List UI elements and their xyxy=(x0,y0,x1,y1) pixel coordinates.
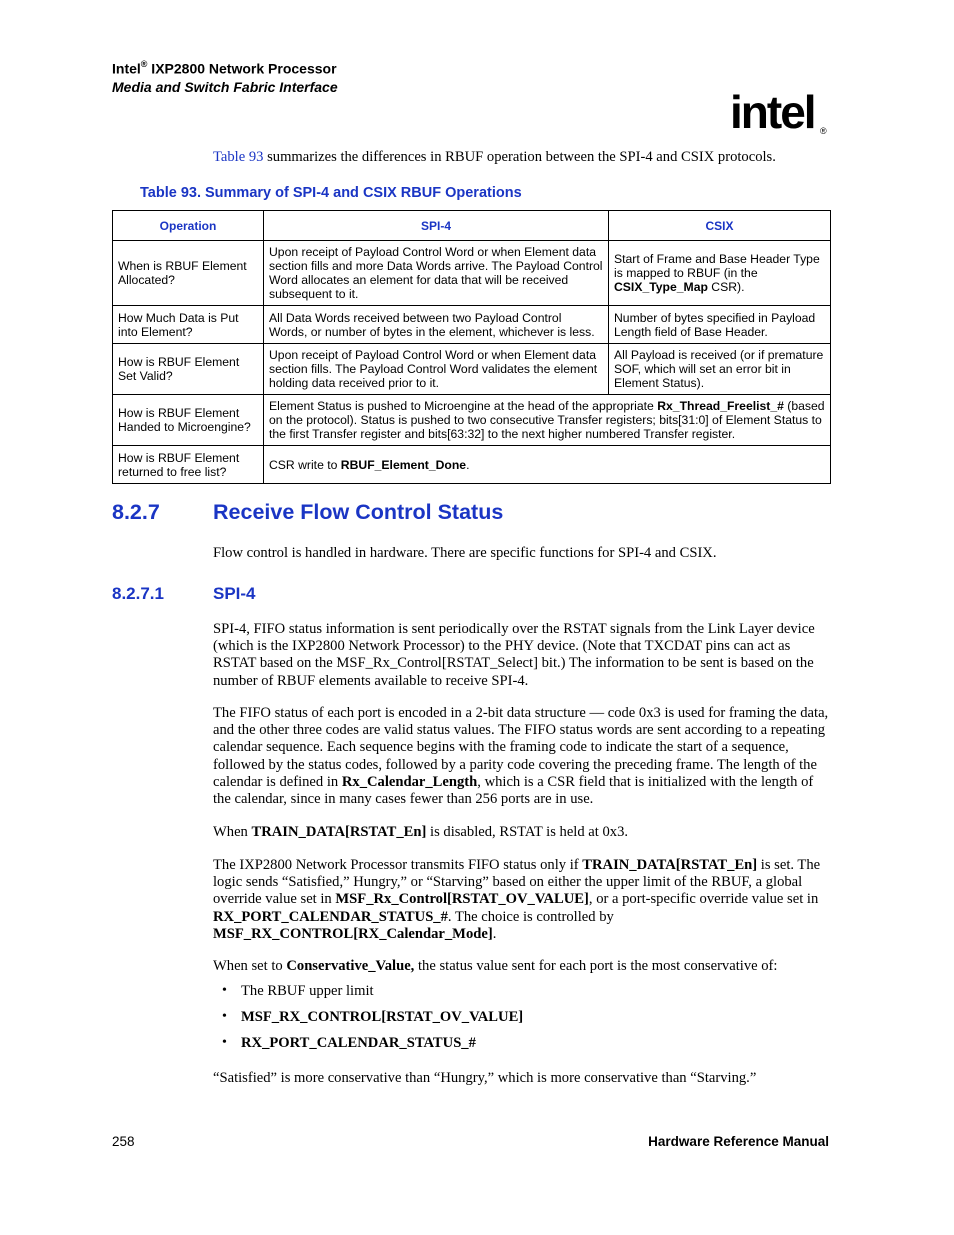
csix-cell-text-end: CSR). xyxy=(707,280,745,294)
conservative-options-list xyxy=(222,983,523,1061)
merged-cell-text: CSR write to xyxy=(269,457,341,472)
section-number: 8.2.7 xyxy=(112,500,160,524)
section-heading xyxy=(112,500,503,525)
intel-logo-text: intel xyxy=(730,86,815,138)
csix-cell xyxy=(609,241,831,306)
list-item-text: MSF_RX_CONTROL[RSTAT_OV_VALUE] xyxy=(241,1009,524,1025)
operation-cell: How is RBUF Element Handed to Microengine? xyxy=(113,395,264,446)
column-header-operation: Operation xyxy=(113,211,264,241)
list-item-text: The RBUF upper limit xyxy=(241,983,374,999)
list-item xyxy=(222,1035,523,1061)
csix-register-name: CSIX_Type_Map xyxy=(614,280,708,294)
document-header-subtitle: Media and Switch Fabric Interface xyxy=(112,79,338,95)
paragraph-text: the status value sent for each port is the most conservative of: xyxy=(414,958,778,974)
intel-logo-reg: ® xyxy=(820,126,827,136)
spi4-cell: All Data Words received between two Payload Control Words, or number of bytes in the element, whichever is less. xyxy=(264,306,609,344)
operation-cell: How is RBUF Element Set Valid? xyxy=(113,344,264,395)
merged-cell-text-end: . xyxy=(466,457,470,472)
paragraph-text: The FIFO status of each port is encoded in a 2-bit data structure — code 0x3 is used for framing the data, and the other three codes are valid status values. The FIFO status words are sent according to a repeating calendar sequence. Each sequence begins with the framing code to indicate the start of a sequence, followed by the status codes, followed by a parity code covering the preceding frame. The length of the calendar is defined in xyxy=(213,705,829,790)
bullet-icon: • xyxy=(222,1009,227,1024)
rbuf-operations-table xyxy=(112,210,831,484)
subsection-title: SPI-4 xyxy=(213,584,256,603)
csix-cell: Number of bytes specified in Payload Length field of Base Header. xyxy=(609,306,831,344)
subsection-heading xyxy=(112,584,256,604)
table-intro-paragraph xyxy=(213,149,829,166)
subsection-number: 8.2.7.1 xyxy=(112,584,164,603)
merged-cell xyxy=(264,395,831,446)
paragraph-train-data xyxy=(213,824,829,841)
paragraph-text: When xyxy=(213,824,252,840)
paragraph-text: , which is a CSR field that is initialized with the length of the calendar, since in many cases fewer than 256 ports are in use. xyxy=(213,773,814,808)
paragraph-fifo-status xyxy=(213,705,829,808)
table-caption: Table 93. Summary of SPI-4 and CSIX RBUF Operations xyxy=(140,185,522,201)
register-name: Conservative_Value, xyxy=(286,958,415,974)
paragraph-transmit-status xyxy=(213,857,829,943)
list-item xyxy=(222,1009,523,1035)
operation-cell: When is RBUF Element Allocated? xyxy=(113,241,264,306)
paragraph-text: . The choice is controlled by xyxy=(447,908,614,925)
table-93-link[interactable]: Table 93 xyxy=(213,149,264,165)
product-name: IXP2800 Network Processor xyxy=(147,60,337,77)
document-header-title xyxy=(112,60,337,77)
merged-cell xyxy=(264,446,831,484)
merged-cell-text: Element Status is pushed to Microengine at the head of the appropriate xyxy=(269,399,658,413)
column-header-spi4: SPI-4 xyxy=(264,211,609,241)
paragraph-text: is disabled, RSTAT is held at 0x3. xyxy=(426,824,629,840)
operation-cell: How is RBUF Element returned to free list? xyxy=(113,446,264,484)
column-header-csix: CSIX xyxy=(609,211,831,241)
table-row xyxy=(113,306,831,344)
paragraph-text: , or a port-specific override value set in xyxy=(588,891,819,908)
register-name: MSF_RX_CONTROL[RX_Calendar_Mode] xyxy=(213,925,493,942)
bullet-icon: • xyxy=(222,983,227,998)
footer-manual-title: Hardware Reference Manual xyxy=(648,1134,829,1149)
freelist-register-name: Rx_Thread_Freelist_# xyxy=(657,399,784,413)
operation-cell: How Much Data is Put into Element? xyxy=(113,306,264,344)
register-name: TRAIN_DATA[RSTAT_En] xyxy=(251,824,427,840)
table-intro-text: summarizes the differences in RBUF operation between the SPI-4 and CSIX protocols. xyxy=(263,149,776,165)
paragraph-text: . xyxy=(492,925,497,942)
intel-logo xyxy=(730,86,830,138)
registered-mark: ® xyxy=(140,59,148,69)
paragraph-conservative-value xyxy=(213,958,829,975)
spi4-cell: Upon receipt of Payload Control Word or when Element data section fills and more Data Words arrive. The Payload Control Word allocates an element for data that will be received subsequent to it. xyxy=(264,241,609,306)
page-number: 258 xyxy=(112,1134,135,1149)
brand-name: Intel xyxy=(112,60,141,77)
csix-cell: All Payload is received (or if premature SOF, which will set an error bit in Element Status). xyxy=(609,344,831,395)
paragraph-text: is set. The logic sends “Satisfied,” Hungry,” or “Starving” based on either the upper limit of the RBUF, a global override value set in xyxy=(213,857,821,908)
register-name: TRAIN_DATA[RSTAT_En] xyxy=(582,857,758,873)
paragraph-rstat: SPI-4, FIFO status information is sent periodically over the RSTAT signals from the Link Layer device (which is the IXP2800 Network Processor) to the PHY device. (Note that TXCDAT pins can act as RSTAT based on the MSF_Rx_Control[RSTAT_Select] bit.) The information to be sent is based on the number of RBUF elements available to receive SPI-4. xyxy=(213,621,815,689)
merged-cell-text-end: (based on the protocol). Status is pushed to two consecutive Transfer registers; bits[31:0] of Element Status to the first Transfer register and bits[63:32] to the next higher numbered Transfer register. xyxy=(269,399,825,441)
table-row xyxy=(113,241,831,306)
table-row xyxy=(113,344,831,395)
list-item-text: RX_PORT_CALENDAR_STATUS_# xyxy=(241,1035,476,1051)
paragraph-text: The IXP2800 Network Processor transmits FIFO status only if xyxy=(213,857,583,873)
table-header-row xyxy=(113,211,831,241)
paragraph-text: When set to xyxy=(213,958,287,974)
csix-cell-text: Start of Frame and Base Header Type is mapped to RBUF (in the xyxy=(614,252,820,280)
bullet-icon: • xyxy=(222,1035,227,1050)
register-name: RX_PORT_CALENDAR_STATUS_# xyxy=(213,908,448,925)
table-row xyxy=(113,395,831,446)
table-row xyxy=(113,446,831,484)
rbuf-element-done-register: RBUF_Element_Done xyxy=(340,457,467,472)
paragraph-conservativeness-order: “Satisfied” is more conservative than “Hungry,” which is more conservative than “Starving.” xyxy=(213,1070,757,1086)
section-title: Receive Flow Control Status xyxy=(213,500,504,524)
spi4-cell: Upon receipt of Payload Control Word or when Element data section fills. The Payload Control Word validates the element holding data received prior to it. xyxy=(264,344,609,395)
list-item xyxy=(222,983,523,1009)
register-name: MSF_Rx_Control[RSTAT_OV_VALUE] xyxy=(335,891,589,908)
register-name: Rx_Calendar_Length xyxy=(341,773,478,790)
section-intro-paragraph: Flow control is handled in hardware. There are specific functions for SPI-4 and CSIX. xyxy=(213,545,717,561)
